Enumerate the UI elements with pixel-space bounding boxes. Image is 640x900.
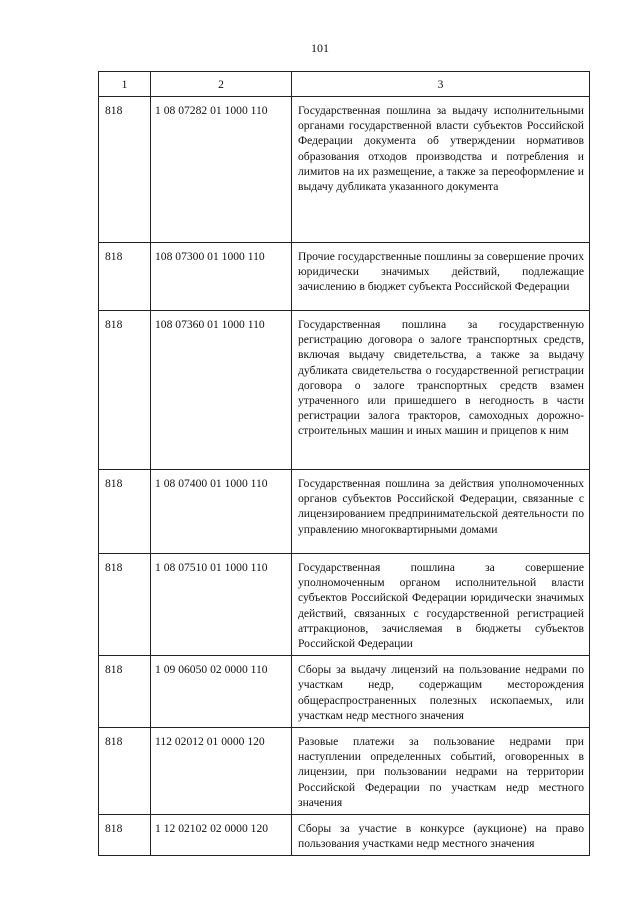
admin-code-cell: 818 <box>99 97 151 243</box>
table-row <box>99 470 590 554</box>
description-cell: Разовые платежи за пользование недрами при наступлении определенных событий, оговоренных в лицензии, при пользовании недрами на территории Российской Федерации по участкам недр местного значения <box>292 728 590 815</box>
revenue-code-cell: 1 08 07510 01 1000 110 <box>151 554 292 656</box>
admin-code-cell: 818 <box>99 656 151 728</box>
revenue-code-cell: 108 07360 01 1000 110 <box>151 311 292 470</box>
column-header-3: 3 <box>292 72 590 97</box>
revenue-code-cell: 1 08 07400 01 1000 110 <box>151 470 292 554</box>
admin-code-cell: 818 <box>99 311 151 470</box>
table-row <box>99 554 590 656</box>
table-row <box>99 815 590 856</box>
revenue-code-cell: 1 09 06050 02 0000 110 <box>151 656 292 728</box>
admin-code-cell: 818 <box>99 815 151 856</box>
table-row <box>99 728 590 815</box>
revenue-codes-table <box>98 71 590 856</box>
table-row <box>99 97 590 243</box>
column-header-1: 1 <box>99 72 151 97</box>
table-header-row <box>99 72 590 97</box>
description-cell: Государственная пошлина за совершение уполномоченным органом исполнительной власти субъектов Российской Федерации юридически значимых действий, связанных с государственной регистрацией аттракционов, зачисляемая в бюджеты субъектов Российской Федерации <box>292 554 590 656</box>
column-header-2: 2 <box>151 72 292 97</box>
admin-code-cell: 818 <box>99 554 151 656</box>
table-row <box>99 243 590 311</box>
revenue-code-cell: 1 08 07282 01 1000 110 <box>151 97 292 243</box>
admin-code-cell: 818 <box>99 728 151 815</box>
description-cell: Государственная пошлина за действия уполномоченных органов субъектов Российской Федерации, связанные с лицензированием предпринимательской деятельности по управлению многоквартирными домами <box>292 470 590 554</box>
description-cell: Сборы за выдачу лицензий на пользование недрами по участкам недр, содержащим месторождения общераспространенных полезных ископаемых, или участкам недр местного значения <box>292 656 590 728</box>
admin-code-cell: 818 <box>99 243 151 311</box>
description-cell: Сборы за участие в конкурсе (аукционе) на право пользования участками недр местного значения <box>292 815 590 856</box>
description-cell: Государственная пошлина за государственную регистрацию договора о залоге транспортных средств, включая выдачу свидетельства, а также за выдачу дубликата свидетельства о государственной регистрации договора о залоге транспортных средств взамен утраченного или пришедшего в негодность в части регистрации залога тракторов, самоходных дорожно-строительных машин и иных машин и прицепов к ним <box>292 311 590 470</box>
revenue-code-cell: 108 07300 01 1000 110 <box>151 243 292 311</box>
description-cell: Государственная пошлина за выдачу исполнительными органами государственной власти субъектов Российской Федерации документа об утверждении нормативов образования отходов производства и потребления и лимитов на их размещение, а также за переоформление и выдачу дубликата указанного документа <box>292 97 590 243</box>
table-row <box>99 656 590 728</box>
revenue-code-cell: 1 12 02102 02 0000 120 <box>151 815 292 856</box>
table-row <box>99 311 590 470</box>
description-cell: Прочие государственные пошлины за совершение прочих юридически значимых действий, подлежащие зачислению в бюджет субъекта Российской Федерации <box>292 243 590 311</box>
admin-code-cell: 818 <box>99 470 151 554</box>
page-number: 101 <box>311 41 329 55</box>
revenue-code-cell: 112 02012 01 0000 120 <box>151 728 292 815</box>
